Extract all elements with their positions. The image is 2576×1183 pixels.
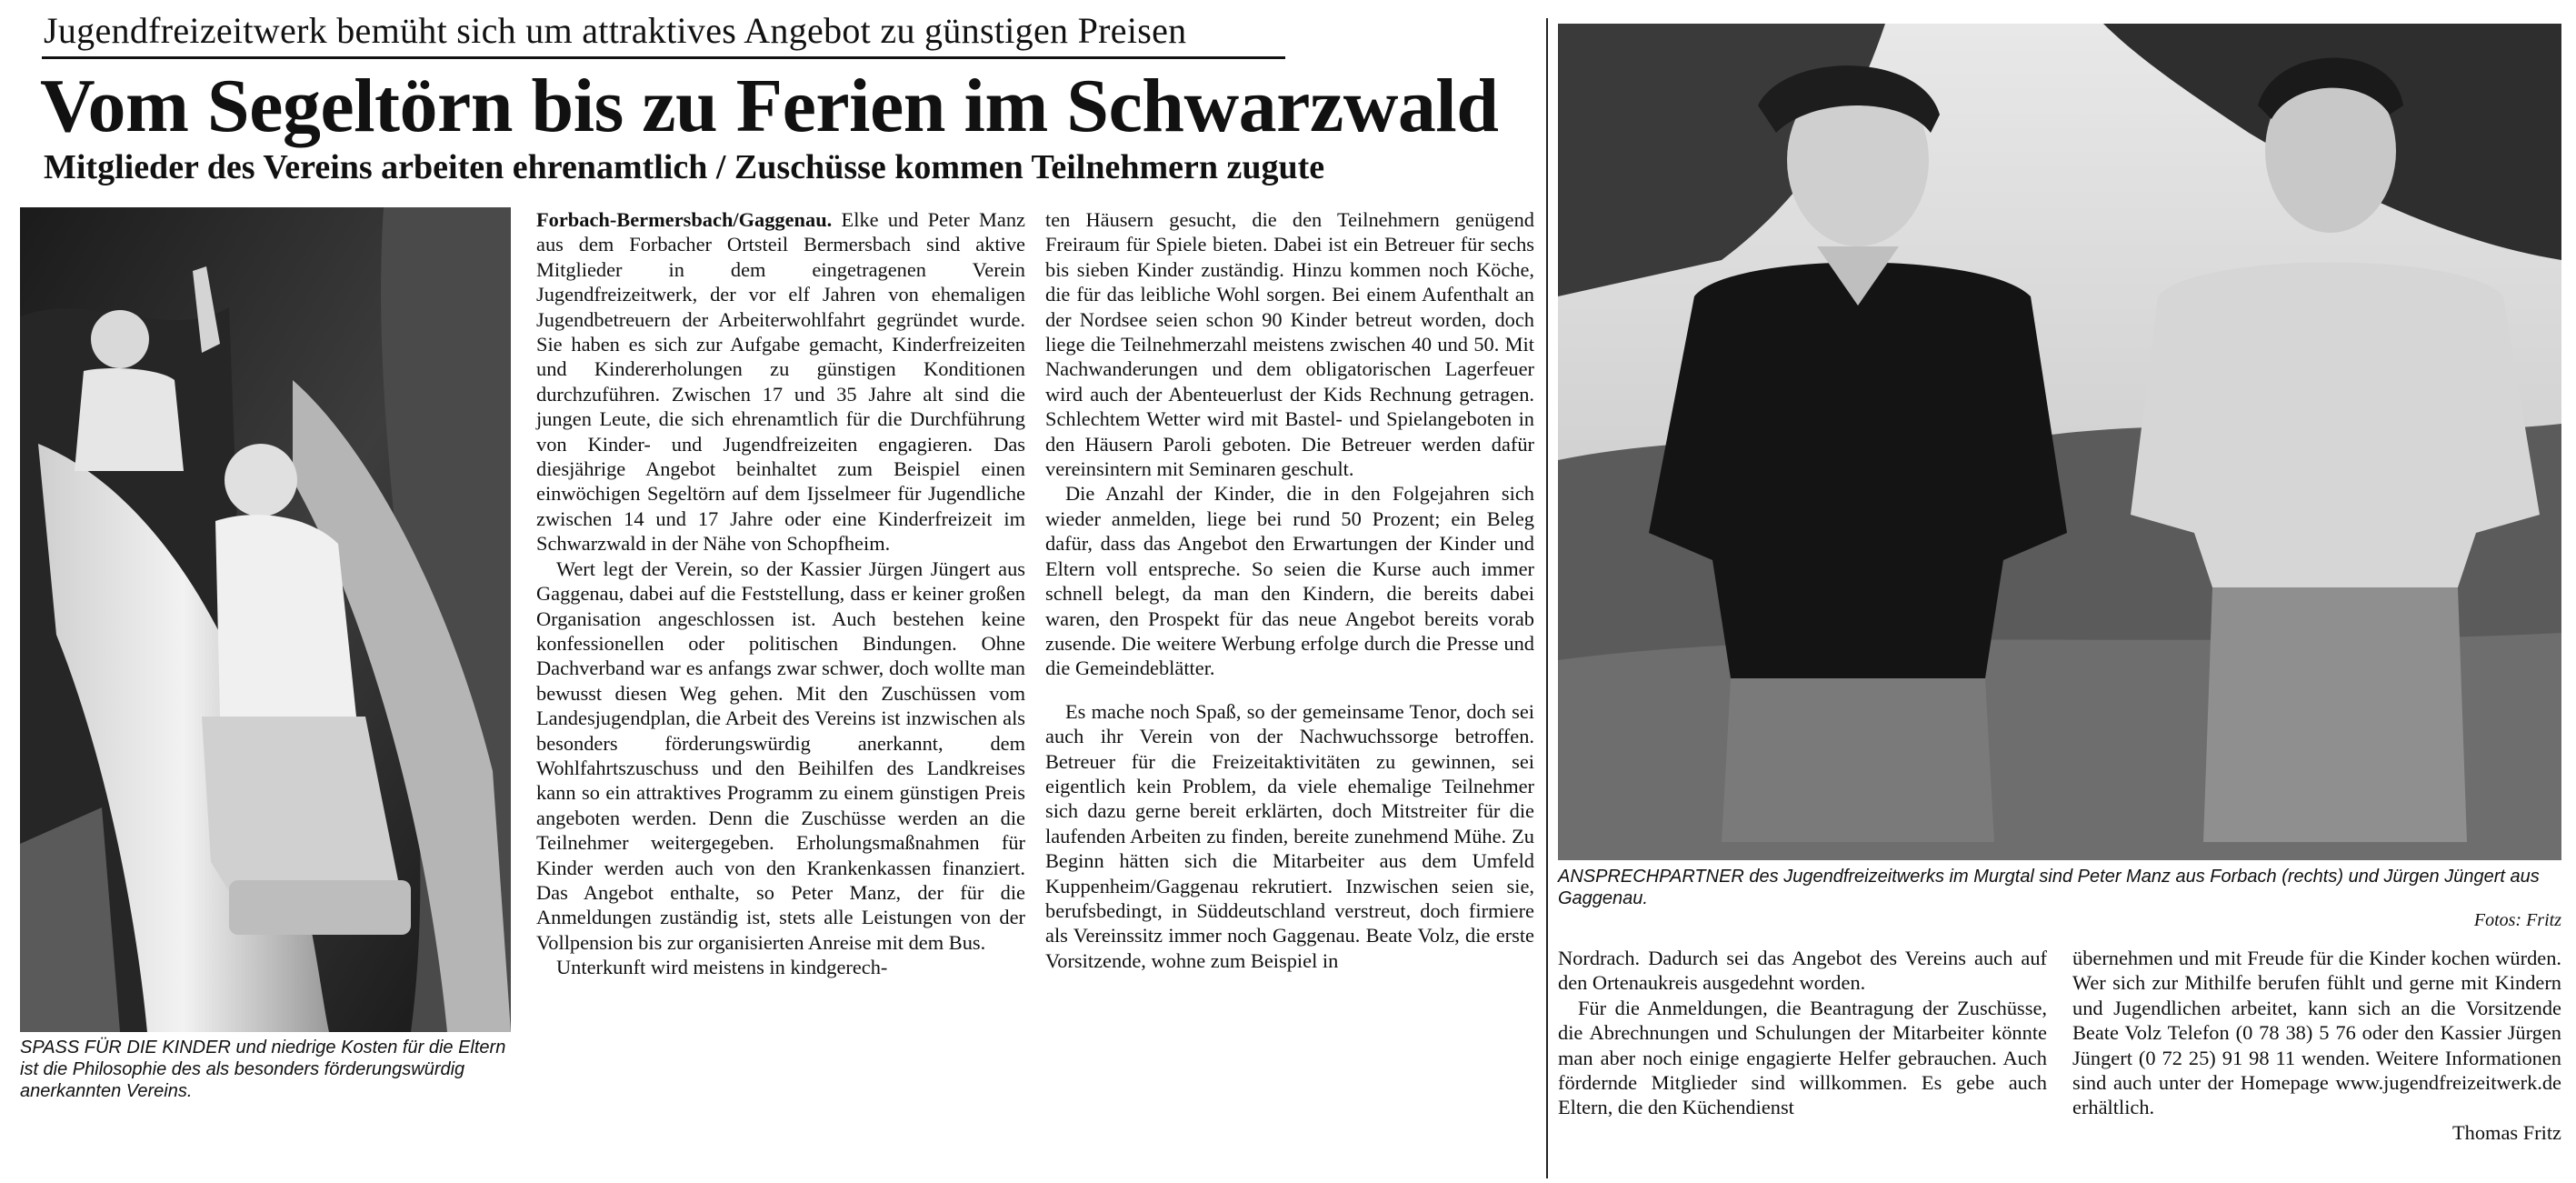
photo-left-caption-lead: SPASS FÜR DIE KINDER bbox=[20, 1038, 231, 1058]
photo-credit: Fotos: Fritz bbox=[2473, 910, 2561, 930]
col2-paragraph-3: Es mache noch Spaß, so der gemeinsame Tenor, doch sei auch ihr Verein von der Nachwuchssorge betroffen. Betreuer für die Freizeitaktivitäten zu gewinnen, sei eigentlich kein Problem, da viele ehemalige Teilnehmer sich dazu gerne bereit erklärten, doch Mitstreiter für die laufenden Arbeiten zu finden, bereite zunehmend Mühe. Zu Beginn hätten sich die Mitarbeiter aus dem Umfeld Kuppenheim/Gaggenau rekrutiert. Inzwischen seien sie, berufsbedingt, in Süddeutschland verstreut, doch firmiere als Vereinssitz immer noch Gaggenau. Beate Volz, die erste Vorsitzende, wohne zum Beispiel in bbox=[1045, 699, 1534, 972]
col1-paragraph-2: Wert legt der Verein, so der Kassier Jürgen Jüngert aus Gaggenau, dabei auf die Feststellung, dass er keiner großen Organisation angeschlossen ist. Auch bestehen keine konfessionellen oder politischen Bindungen. Ohne Dachverband war es anfangs zwar schwer, doch wollte man bewusst diesen Weg gehen. Mit den Zuschüssen vom Landesjugendplan, die Arbeit des Vereins ist inzwischen als besonders förderungswürdig anerkannt, dem Wohlfahrtszuschuss und den Beihilfen des Landkreises kann so ein attraktives Programm zu einem günstigen Preis angeboten werden. Denn die Zuschüsse werden an die Teilnehmer weitergegeben. Erholungsmaßnahmen für Kinder werden auch von den Krankenkassen finanziert. Das Angebot enthalte, so Peter Manz, der für die Anmeldungen zuständig ist, stets alle Leistungen von der Vollpension bis zur organisierten Anreise mit dem Bus. bbox=[536, 556, 1025, 954]
article-headline: Vom Segeltörn bis zu Ferien im Schwarzwald bbox=[40, 64, 1499, 148]
contacts-photo-illustration bbox=[1558, 24, 2561, 860]
kicker-underline bbox=[42, 56, 1285, 59]
column-divider-right bbox=[1546, 18, 1548, 1178]
article-author: Thomas Fritz bbox=[2451, 1120, 2561, 1144]
col4-paragraph-1: übernehmen und mit Freude für die Kinder kochen würden. Wer sich zur Mithilfe berufen fühlt und gerne mit Kindern und Jugendlichen arbeitet, kann sich an die Vorsitzende Beate Volz Telefon (0 78 38) 5 76 oder den Kassier Jürgen Jüngert (0 72 25) 91 98 11 wenden. Weitere Informationen sind auch unter der Homepage www.jugendfreizeitwerk.de erhältlich. bbox=[2072, 947, 2561, 1119]
photo-contact-persons bbox=[1558, 24, 2561, 860]
photo-right-caption-text: des Jugendfreizeitwerks im Murgtal sind Peter Manz aus Forbach (rechts) und Jürgen Jüngert aus Gaggenau. bbox=[1558, 867, 2540, 908]
slide-photo-illustration bbox=[20, 207, 511, 1032]
col1-paragraph-3: Unterkunft wird meistens in kindgerech- bbox=[556, 956, 888, 979]
col2-paragraph-2: Die Anzahl der Kinder, die in den Folgejahren sich wieder anmelden, liege bei rund 50 Prozent; ein Beleg dafür, dass das Angebot den Erwartungen der Kinder und Eltern voll entspreche. So seien die Kurse auch immer schnell belegt, da man den Kindern, die bereits dabei waren, den Prospekt für das neue Angebot bereits vorab zusende. Die weitere Werbung erfolge durch die Presse und die Gemeindeblätter. bbox=[1045, 482, 1534, 680]
col1-paragraph-1: Elke und Peter Manz aus dem Forbacher Ortsteil Bermersbach sind aktive Mitglieder in dem eingetragenen Verein Jugendfreizeitwerk, der vor elf Jahren von ehemaligen Jugendbetreuern der Arbeiterwohlfahrt gegründet wurde. Sie haben es sich zur Aufgabe gemacht, Kinderfreizeiten und Kindererholungen zu günstigen Konditionen durchzuführen. Zwischen 17 und 35 Jahre alt sind die jungen Leute, die sich ehrenamtlich für die Durchführung von Kinder- und Jugendfreizeiten engagieren. Das diesjährige Angebot beinhaltet zum Beispiel einen einwöchigen Segeltörn auf dem Ijsselmeer für Jugendliche zwischen 14 und 17 Jahre oder eine Kinderfreizeit im Schwarzwald in der Nähe von Schopfheim. bbox=[536, 208, 1025, 556]
photo-right-caption bbox=[1558, 866, 2561, 931]
photo-children-slide bbox=[20, 207, 511, 1032]
article-column-1 bbox=[536, 207, 1025, 980]
article-column-4 bbox=[2072, 946, 2561, 1145]
photo-left-caption bbox=[20, 1037, 511, 1102]
col3-paragraph-1: Nordrach. Dadurch sei das Angebot des Vereins auch auf den Ortenaukreis ausgedehnt worden. bbox=[1558, 947, 2047, 995]
article-kicker: Jugendfreizeitwerk bemüht sich um attraktives Angebot zu günstigen Preisen bbox=[44, 10, 1187, 51]
col2-paragraph-1: ten Häusern gesucht, die den Teilnehmern genügend Freiraum für Spiele bieten. Dabei ist ein Betreuer für sechs bis sieben Kinder zuständig. Hinzu kommen noch Köche, die für das leibliche Wohl sorgen. Bei einem Aufenthalt an der Nordsee seien schon 90 Kinder betreut worden, doch liege die Teilnehmerzahl meistens zwischen 40 und 50. Mit Nachwanderungen und dem obligatorischen Lagerfeuer wird auch der Abenteuerlust der Kids Rechnung getragen. Schlechtem Wetter wird mit Bastel- und Spielangeboten in den Häusern Paroli geboten. Die Betreuer werden dafür vereinsintern mit Seminaren geschult. bbox=[1045, 208, 1534, 481]
photo-right-caption-lead: ANSPRECHPARTNER bbox=[1558, 867, 1744, 887]
article-subhead: Mitglieder des Vereins arbeiten ehrenamtlich / Zuschüsse kommen Teilnehmern zugute bbox=[44, 148, 1325, 186]
article-dateline: Forbach-Bermersbach/Gaggenau. bbox=[536, 208, 833, 231]
photo-left-caption-text: und niedrige Kosten für die Eltern ist die Philosophie des als besonders förderungswürdig anerkannten Vereins. bbox=[20, 1038, 506, 1101]
col3-paragraph-2: Für die Anmeldungen, die Beantragung der Zuschüsse, die Abrechnungen und Schulungen der Mitarbeiter könnte man aber noch einige engagierte Helfer gebrauchen. Auch fördernde Mitglieder sind willkommen. Es gebe auch Eltern, die den Küchendienst bbox=[1558, 996, 2047, 1119]
article-column-3 bbox=[1558, 946, 2047, 1120]
article-column-2 bbox=[1045, 207, 1534, 973]
